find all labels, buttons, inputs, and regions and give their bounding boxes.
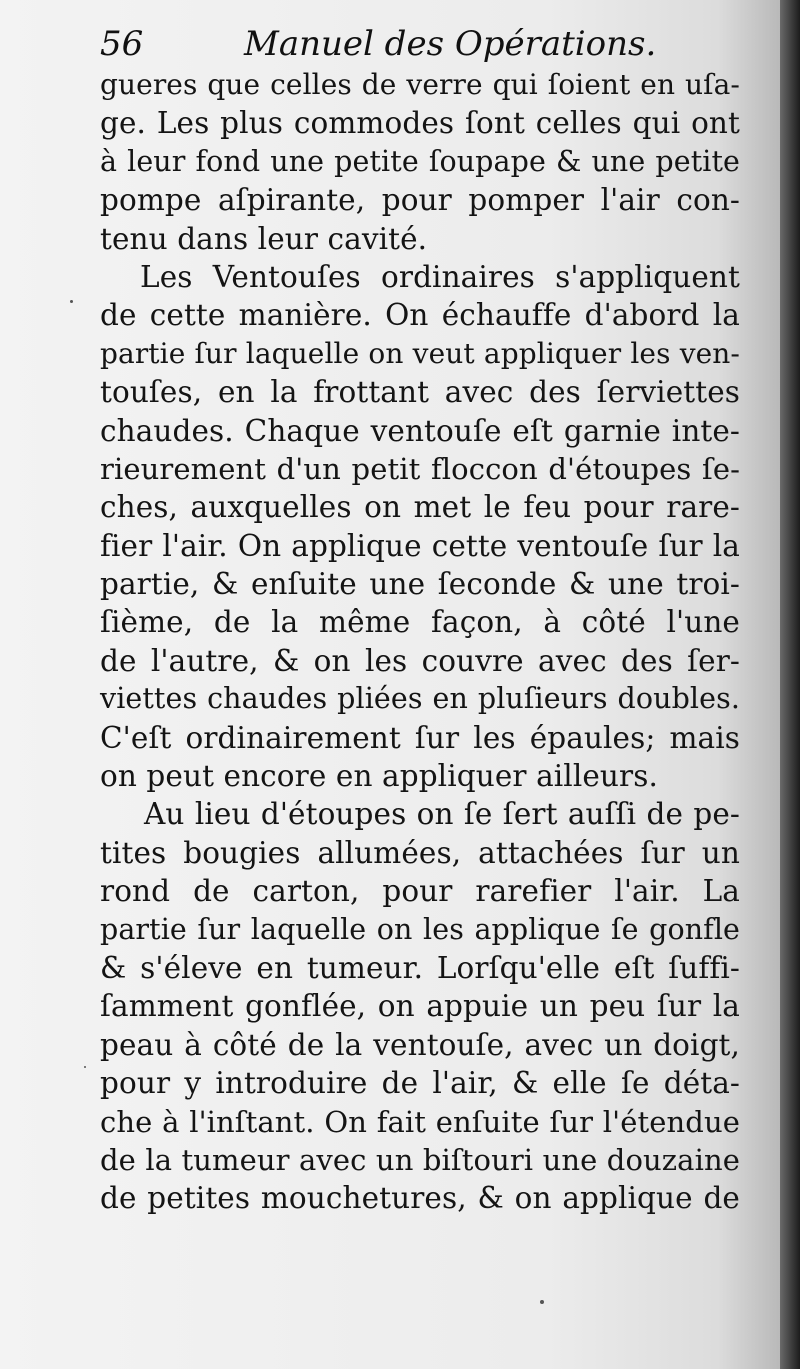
text-line: tenu dans leur cavité.	[100, 221, 428, 256]
text-line: ſamment gonflée, on appuie un peu ſur la	[100, 989, 740, 1024]
page-edge-shadow	[780, 0, 800, 1369]
paper-speck	[84, 1066, 86, 1068]
text-line: chaudes. Chaque ventouſe eſt garnie inte-	[100, 413, 740, 448]
text-line: peau à côté de la ventouſe, avec un doigt,	[100, 1027, 740, 1062]
page-number: 56	[100, 24, 144, 64]
paper-speck	[70, 300, 73, 303]
text-line: de la tumeur avec un biſtouri une douzaine	[100, 1142, 740, 1177]
text-line: de petites mouchetures, & on applique de	[100, 1181, 740, 1216]
text-line: viettes chaudes pliées en pluſieurs doubles.	[100, 682, 740, 716]
text-line: ſième, de la même façon, à côté l'une	[100, 605, 740, 640]
text-line: Au lieu d'étoupes on ſe ſert auſſi de pe-	[144, 797, 740, 832]
text-line: de l'autre, & on les couvre avec des ſer-	[100, 643, 740, 678]
text-line: pompe aſpirante, pour pomper l'air con-	[100, 183, 740, 218]
text-line: on peut encore en appliquer ailleurs.	[100, 759, 658, 794]
text-line: touſes, en la frottant avec des ſerviettes	[100, 375, 740, 410]
text-line: de cette manière. On échauffe d'abord la	[100, 298, 740, 333]
text-line: Les Ventouſes ordinaires s'appliquent	[140, 259, 740, 294]
text-line: tites bougies allumées, attachées ſur un	[100, 835, 740, 870]
text-line: rond de carton, pour rarefier l'air. La	[100, 874, 740, 909]
body-text	[100, 66, 740, 1218]
text-line: ge. Les plus commodes ſont celles qui ont	[100, 106, 740, 141]
text-line: partie ſur laquelle on les applique ſe gonfle	[100, 912, 740, 946]
text-line: gueres que celles de verre qui ſoient en uſa-	[100, 68, 740, 101]
text-line: pour y introduire de l'air, & elle ſe déta-	[100, 1066, 740, 1101]
running-title: Manuel des Opérations.	[244, 24, 657, 64]
text-line: à leur fond une petite ſoupape & une petite	[100, 144, 740, 178]
text-line: partie, & enſuite une ſeconde & une troi-	[100, 567, 740, 602]
text-line: C'eſt ordinairement ſur les épaules; mais	[100, 720, 740, 755]
text-line: ches, auxquelles on met le feu pour rare-	[100, 490, 740, 525]
paper-speck	[540, 1300, 544, 1304]
text-line: & s'éleve en tumeur. Lorſqu'elle eſt ſuffi-	[100, 950, 740, 985]
text-line: che à l'inſtant. On fait enſuite ſur l'étendue	[100, 1104, 740, 1139]
text-line: partie ſur laquelle on veut appliquer les ven-	[100, 336, 740, 370]
page-header	[100, 18, 740, 70]
text-line: fier l'air. On applique cette ventouſe ſur la	[100, 528, 740, 563]
text-line: rieurement d'un petit floccon d'étoupes ſe-	[100, 451, 740, 486]
